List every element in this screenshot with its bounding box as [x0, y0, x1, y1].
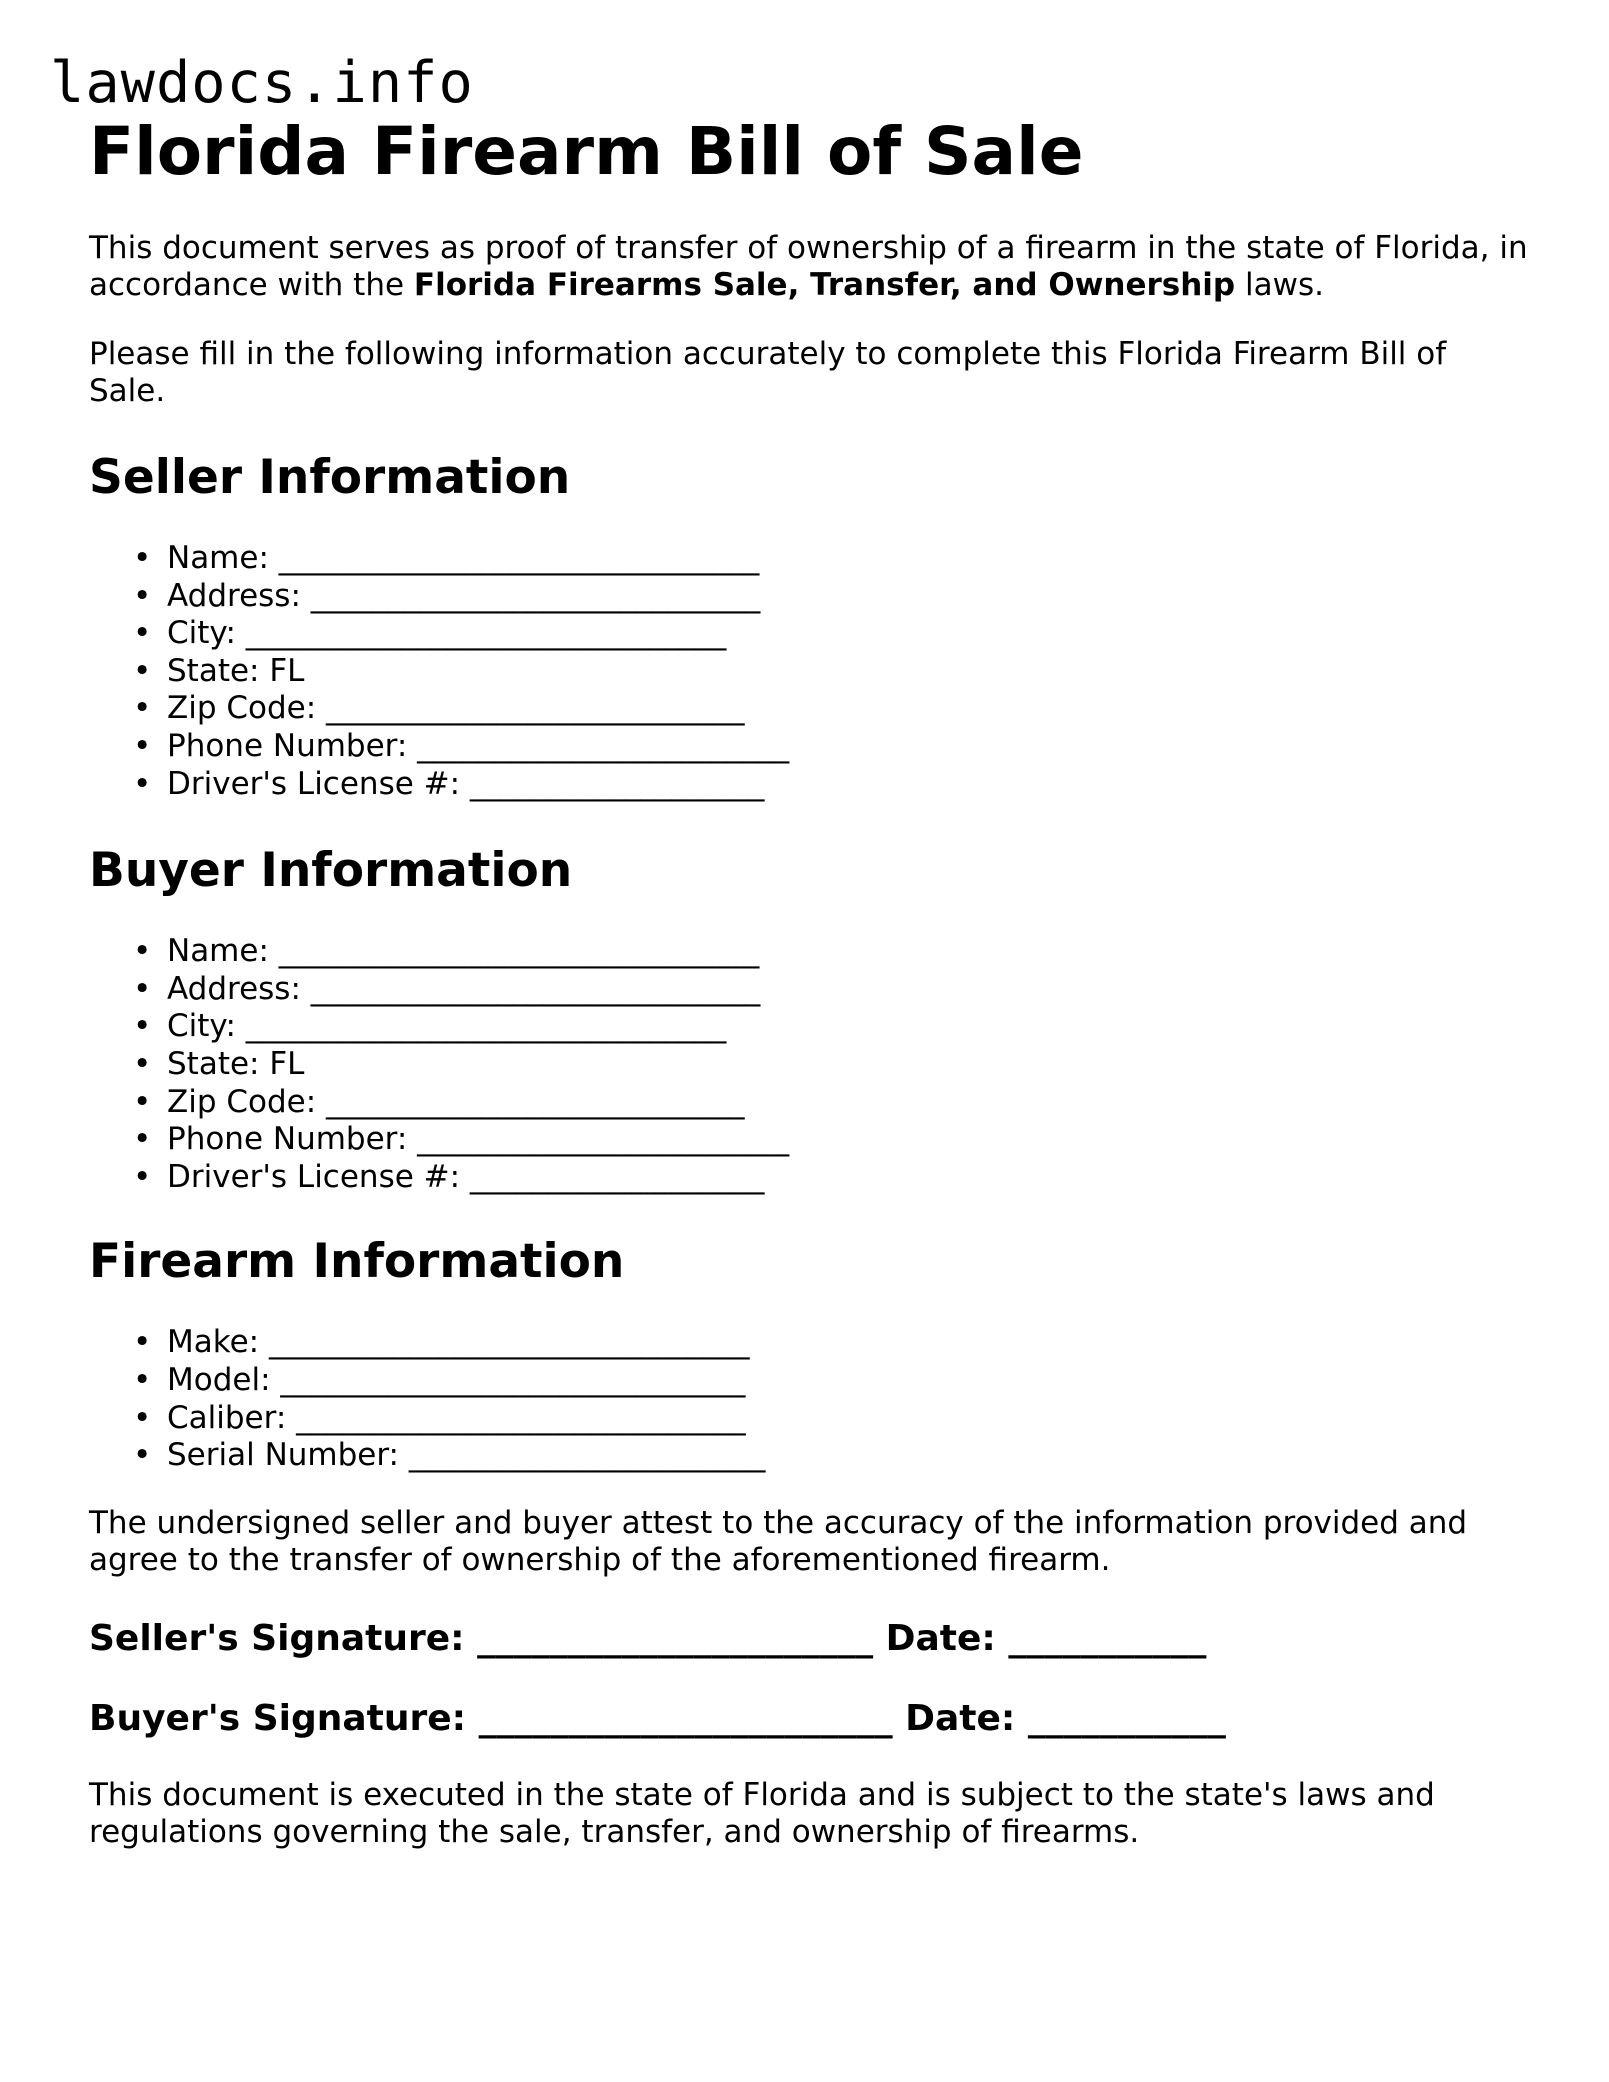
- buyer-signature-line: Buyer's Signature: _______________________ Date: ___________: [89, 1697, 1226, 1739]
- bullet: •: [133, 615, 152, 652]
- firearm-fields: [89, 1324, 1529, 1474]
- attestation-paragraph: The undersigned seller and buyer attest to the accuracy of the information provided and agree to the transfer of ownership of the aforementioned firearm.: [89, 1504, 1468, 1578]
- buyer-heading: Buyer Information: [89, 843, 573, 899]
- bullet: •: [133, 1399, 152, 1436]
- intro-text-after: laws.: [1235, 267, 1324, 303]
- bullet: •: [133, 1361, 152, 1398]
- document-title: Florida Firearm Bill of Sale: [89, 113, 1084, 190]
- bullet: •: [133, 933, 152, 970]
- bullet: •: [133, 1008, 152, 1045]
- intro-text-before: This document serves as proof of transfer of ownership of a firearm in the state of Florida, in accordance with the: [89, 230, 1528, 303]
- seller-phone-field: • Phone Number: ________________________: [133, 727, 790, 764]
- seller-signature-line: Seller's Signature: ______________________ Date: ___________: [89, 1617, 1207, 1659]
- intro-laws-name: Florida Firearms Sale, Transfer, and Ownership: [413, 267, 1236, 303]
- seller-state-field: • State: FL: [133, 652, 305, 689]
- buyer-state-field: • State: FL: [133, 1045, 305, 1082]
- document-body: [89, 112, 1529, 1851]
- firearm-serial-field: • Serial Number: _______________________: [133, 1437, 766, 1474]
- seller-license-field: • Driver's License #: ___________________: [133, 765, 765, 802]
- seller-address-field: • Address: _____________________________: [133, 577, 761, 614]
- bullet: •: [133, 1083, 152, 1120]
- bullet: •: [133, 652, 152, 689]
- bullet: •: [133, 970, 152, 1007]
- bullet: •: [133, 690, 152, 727]
- firearm-caliber-field: • Caliber: _____________________________: [133, 1399, 746, 1436]
- firearm-make-field: • Make: _______________________________: [133, 1324, 750, 1361]
- firearm-model-field: • Model: ______________________________: [133, 1361, 746, 1398]
- buyer-city-field: • City: _______________________________: [133, 1008, 727, 1045]
- bullet: •: [133, 1045, 152, 1082]
- firearm-heading: Firearm Information: [89, 1234, 625, 1290]
- bullet: •: [133, 1158, 152, 1195]
- buyer-phone-field: • Phone Number: ________________________: [133, 1121, 790, 1158]
- seller-fields: [89, 540, 1529, 803]
- bullet: •: [133, 1324, 152, 1361]
- seller-name-field: • Name: _______________________________: [133, 540, 760, 576]
- bullet: •: [133, 540, 152, 576]
- buyer-zip-field: • Zip Code: ___________________________: [133, 1083, 745, 1120]
- seller-heading: Seller Information: [89, 450, 571, 505]
- seller-city-field: • City: _______________________________: [133, 615, 727, 652]
- bullet: •: [133, 765, 152, 802]
- buyer-license-field: • Driver's License #: ___________________: [133, 1158, 765, 1195]
- buyer-fields: [89, 933, 1529, 1196]
- bullet: •: [133, 727, 152, 764]
- bullet: •: [133, 1121, 152, 1158]
- buyer-address-field: • Address: _____________________________: [133, 970, 761, 1007]
- bullet: •: [133, 1437, 152, 1474]
- instruction-paragraph: Please fill in the following information accurately to complete this Florida Firearm Bill of Sale.: [89, 336, 1447, 409]
- buyer-name-field: • Name: _______________________________: [133, 933, 760, 970]
- site-brand: lawdocs.info: [50, 50, 474, 116]
- closing-paragraph: This document is executed in the state of Florida and is subject to the state's laws and regulations governing the sale, transfer, and ownership of firearms.: [89, 1776, 1435, 1850]
- seller-zip-field: • Zip Code: ___________________________: [133, 690, 745, 727]
- bullet: •: [133, 577, 152, 614]
- intro-paragraph: [89, 230, 1529, 304]
